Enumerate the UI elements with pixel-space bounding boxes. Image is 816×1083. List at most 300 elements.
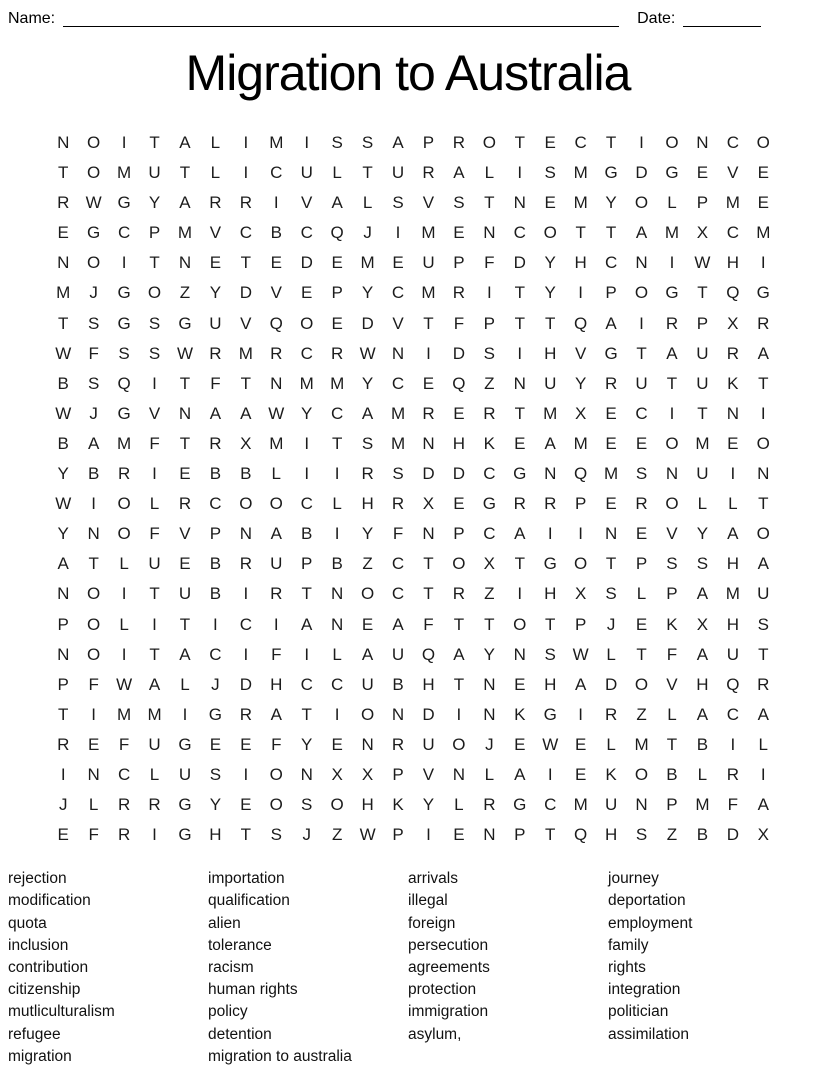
grid-cell: O <box>360 704 375 724</box>
grid-cell: E <box>179 464 191 484</box>
grid-cell: L <box>484 163 495 183</box>
grid-cell: C <box>300 674 313 694</box>
grid-cell: R <box>148 795 161 815</box>
word-list-item: foreign <box>408 914 456 932</box>
grid-cell: F <box>453 313 465 333</box>
grid-cell: O <box>147 283 162 303</box>
grid-cell: R <box>422 403 435 423</box>
grid-cell: G <box>604 343 618 363</box>
grid-cell: Y <box>57 464 69 484</box>
grid-cell: N <box>513 373 526 393</box>
grid-cell: O <box>634 764 649 784</box>
grid-cell: M <box>604 464 619 484</box>
grid-cell: T <box>636 343 647 363</box>
grid-cell: U <box>391 644 405 664</box>
grid-cell: E <box>361 614 374 634</box>
grid-row <box>48 369 779 399</box>
word-list-item: migration <box>8 1047 72 1065</box>
grid-cell: T <box>605 223 617 243</box>
grid-cell: R <box>513 494 526 514</box>
grid-cell: L <box>667 193 677 213</box>
grid-cell: U <box>757 584 770 604</box>
word-list-item: rights <box>608 959 646 977</box>
grid-cell: A <box>270 524 282 544</box>
grid-cell: I <box>517 584 523 604</box>
grid-cell: R <box>391 734 405 754</box>
grid-cell: G <box>87 223 101 243</box>
grid-cell: U <box>178 584 192 604</box>
grid-cell: R <box>270 343 283 363</box>
grid-cell: T <box>514 133 525 152</box>
grid-cell: I <box>639 133 644 152</box>
grid-cell: M <box>390 403 406 423</box>
grid-cell: W <box>694 253 711 273</box>
grid-cell: T <box>545 825 556 845</box>
word-search-grid <box>48 128 779 850</box>
grid-cell: X <box>696 614 709 634</box>
grid-cell: O <box>87 163 101 183</box>
grid-cell: O <box>300 313 314 333</box>
grid-cell: A <box>514 764 526 784</box>
grid-cell: L <box>362 193 373 213</box>
grid-cell: S <box>361 133 374 152</box>
grid-cell: I <box>243 163 249 183</box>
grid-cell: G <box>482 494 496 514</box>
grid-cell: D <box>726 825 739 845</box>
word-list-item: inclusion <box>8 936 69 954</box>
grid-cell: E <box>209 253 222 273</box>
grid-cell: E <box>422 373 435 393</box>
grid-cell: F <box>88 825 99 845</box>
grid-row <box>48 670 779 700</box>
grid-cell: N <box>391 704 405 724</box>
grid-cell: I <box>121 584 127 604</box>
grid-cell: D <box>452 343 466 363</box>
grid-cell: S <box>118 343 130 363</box>
grid-cell: T <box>697 403 708 423</box>
grid-cell: E <box>331 313 343 333</box>
grid-cell: I <box>182 704 188 724</box>
grid-cell: T <box>423 584 434 604</box>
grid-cell: U <box>300 163 313 183</box>
word-list-item: alien <box>208 914 241 932</box>
grid-cell: H <box>726 554 739 574</box>
grid-cell: B <box>87 464 100 484</box>
grid-cell: E <box>240 734 252 754</box>
grid-cell: I <box>517 343 523 363</box>
grid-cell: R <box>422 163 435 183</box>
grid-cell: Z <box>484 584 495 604</box>
grid-cell: O <box>665 133 679 152</box>
grid-cell: C <box>391 283 405 303</box>
grid-cell: I <box>213 614 218 634</box>
grid-cell: L <box>454 795 464 815</box>
grid-cell: D <box>452 464 466 484</box>
grid-cell: B <box>270 223 282 243</box>
grid-cell: I <box>456 704 462 724</box>
grid-cell: X <box>483 554 496 574</box>
grid-cell: O <box>87 253 101 273</box>
grid-row <box>48 640 779 670</box>
grid-cell: O <box>634 674 649 694</box>
grid-cell: G <box>178 313 192 333</box>
grid-cell: M <box>177 223 193 243</box>
grid-cell: Q <box>330 223 344 243</box>
grid-cell: A <box>148 674 161 694</box>
grid-cell: E <box>209 734 222 754</box>
grid-cell: C <box>726 704 739 724</box>
word-list-item: arrivals <box>408 870 458 888</box>
grid-cell: L <box>636 584 647 604</box>
grid-cell: P <box>453 524 465 544</box>
grid-cell: P <box>392 825 404 845</box>
grid-row <box>48 489 779 519</box>
grid-cell: A <box>757 704 769 724</box>
grid-cell: P <box>392 764 404 784</box>
grid-cell: S <box>392 464 404 484</box>
grid-cell: I <box>121 253 127 273</box>
grid-cell: G <box>756 283 770 303</box>
grid-cell: T <box>453 614 465 634</box>
grid-cell: E <box>544 193 556 213</box>
grid-cell: I <box>152 464 157 484</box>
grid-cell: K <box>392 795 404 815</box>
grid-cell: N <box>513 193 526 213</box>
grid-cell: H <box>544 343 557 363</box>
grid-cell: B <box>240 464 252 484</box>
grid-cell: K <box>666 614 678 634</box>
grid-cell: G <box>117 193 131 213</box>
grid-cell: R <box>483 795 496 815</box>
grid-cell: M <box>756 223 771 243</box>
grid-cell: R <box>57 734 70 754</box>
grid-cell: T <box>331 433 343 453</box>
grid-cell: E <box>57 825 69 845</box>
grid-cell: N <box>635 253 648 273</box>
grid-cell: A <box>574 674 587 694</box>
grid-cell: R <box>604 373 618 393</box>
grid-cell: D <box>604 674 618 694</box>
grid-row <box>48 820 779 850</box>
grid-cell: W <box>572 644 589 664</box>
grid-cell: M <box>117 433 132 453</box>
grid-cell: I <box>426 343 431 363</box>
grid-cell: R <box>209 433 222 453</box>
grid-cell: P <box>605 283 617 303</box>
word-list-item: deportation <box>608 892 686 910</box>
grid-cell: W <box>176 343 193 363</box>
grid-cell: R <box>178 494 192 514</box>
grid-row <box>48 248 779 278</box>
grid-cell: K <box>605 764 617 784</box>
grid-cell: N <box>331 584 344 604</box>
grid-cell: N <box>422 524 435 544</box>
grid-cell: P <box>574 494 587 514</box>
word-list-item: tolerance <box>208 936 272 954</box>
page-title: Migration to Australia <box>185 45 631 101</box>
grid-cell: T <box>362 163 373 183</box>
grid-cell: E <box>605 403 617 423</box>
grid-cell: E <box>544 133 556 152</box>
word-list-item: mutliculturalism <box>8 1003 115 1021</box>
grid-cell: O <box>756 524 770 544</box>
grid-cell: P <box>301 554 313 574</box>
grid-cell: M <box>299 373 314 393</box>
grid-cell: A <box>757 554 769 574</box>
grid-row <box>48 309 779 339</box>
grid-cell: D <box>300 253 313 273</box>
grid-cell: Y <box>544 253 556 273</box>
grid-cell: Y <box>361 373 374 393</box>
grid-cell: C <box>391 554 405 574</box>
grid-cell: I <box>304 644 310 664</box>
grid-cell: M <box>390 433 406 453</box>
grid-cell: A <box>179 644 191 664</box>
grid-cell: O <box>452 734 466 754</box>
grid-cell: L <box>88 795 99 815</box>
grid-row <box>48 218 779 248</box>
grid-cell: T <box>758 373 769 393</box>
grid-cell: T <box>666 373 678 393</box>
word-list-item: family <box>608 936 649 954</box>
grid-cell: R <box>757 313 770 333</box>
grid-cell: E <box>240 795 252 815</box>
grid-cell: Y <box>57 524 69 544</box>
grid-cell: X <box>331 764 343 784</box>
grid-cell: N <box>57 253 70 273</box>
grid-cell: G <box>117 313 131 333</box>
grid-cell: L <box>210 133 221 152</box>
grid-cell: E <box>453 494 465 514</box>
grid-cell: T <box>149 644 160 664</box>
grid-cell: T <box>453 674 465 694</box>
grid-cell: L <box>149 764 160 784</box>
grid-cell: S <box>87 373 100 393</box>
grid-row <box>48 519 779 549</box>
grid-cell: Q <box>452 373 466 393</box>
grid-cell: B <box>209 464 222 484</box>
word-list-item: rejection <box>8 870 67 888</box>
grid-cell: C <box>239 223 252 243</box>
grid-cell: F <box>271 644 282 664</box>
grid-cell: U <box>391 163 405 183</box>
grid-cell: H <box>361 494 374 514</box>
grid-cell: N <box>483 223 496 243</box>
grid-cell: N <box>178 403 192 423</box>
grid-cell: I <box>669 403 675 423</box>
grid-cell: I <box>243 133 249 152</box>
grid-cell: N <box>361 734 374 754</box>
grid-cell: A <box>757 343 769 363</box>
grid-cell: T <box>636 644 647 664</box>
grid-cell: M <box>573 433 588 453</box>
grid-cell: I <box>243 764 249 784</box>
grid-cell: X <box>574 403 587 423</box>
grid-cell: X <box>240 433 252 453</box>
grid-cell: L <box>210 163 221 183</box>
grid-cell: D <box>422 464 435 484</box>
grid-cell: L <box>758 734 769 754</box>
grid-cell: A <box>361 644 374 664</box>
grid-cell: M <box>330 373 345 393</box>
grid-cell: Z <box>179 283 191 303</box>
grid-cell: C <box>300 343 313 363</box>
grid-cell: T <box>423 554 434 574</box>
grid-cell: P <box>696 313 709 333</box>
grid-cell: F <box>149 524 160 544</box>
grid-cell: E <box>331 253 343 273</box>
grid-cell: I <box>517 163 523 183</box>
grid-cell: T <box>545 313 556 333</box>
grid-cell: W <box>359 825 376 845</box>
grid-cell: R <box>452 584 466 604</box>
grid-cell: O <box>87 614 101 634</box>
grid-cell: U <box>148 163 161 183</box>
grid-cell: T <box>697 283 708 303</box>
grid-cell: K <box>483 433 496 453</box>
grid-cell: A <box>605 313 617 333</box>
grid-cell: D <box>239 674 252 694</box>
grid-cell: I <box>152 373 157 393</box>
grid-cell: I <box>578 524 584 544</box>
grid-cell: A <box>270 704 282 724</box>
grid-cell: A <box>666 343 678 363</box>
grid-cell: B <box>331 554 343 574</box>
grid-cell: I <box>547 764 553 784</box>
grid-cell: C <box>483 464 496 484</box>
word-list-item: employment <box>608 914 693 932</box>
grid-cell: Y <box>361 524 374 544</box>
grid-cell: O <box>574 554 588 574</box>
grid-cell: T <box>484 193 495 213</box>
grid-cell: D <box>361 313 374 333</box>
grid-cell: E <box>514 674 526 694</box>
grid-cell: E <box>392 253 404 273</box>
grid-cell: D <box>422 704 435 724</box>
grid-cell: E <box>270 253 282 273</box>
grid-cell: M <box>421 223 436 243</box>
grid-cell: C <box>483 524 496 544</box>
grid-row <box>48 790 779 820</box>
grid-cell: A <box>544 433 556 453</box>
grid-cell: F <box>727 795 739 815</box>
grid-cell: V <box>666 674 678 694</box>
grid-cell: T <box>423 313 434 333</box>
grid-cell: N <box>757 464 770 484</box>
grid-cell: A <box>635 223 648 243</box>
grid-cell: C <box>391 373 405 393</box>
grid-cell: G <box>604 163 618 183</box>
grid-cell: R <box>544 494 557 514</box>
grid-row <box>48 128 779 158</box>
grid-cell: R <box>391 494 405 514</box>
grid-cell: H <box>544 584 557 604</box>
word-list-item: qualification <box>208 892 290 910</box>
word-list-item: human rights <box>208 981 298 999</box>
grid-cell: Q <box>269 313 283 333</box>
grid-cell: O <box>330 795 344 815</box>
grid-cell: C <box>544 795 557 815</box>
grid-cell: A <box>179 133 191 152</box>
grid-cell: R <box>117 795 131 815</box>
grid-cell: M <box>573 795 588 815</box>
grid-cell: F <box>149 433 160 453</box>
grid-cell: W <box>542 734 559 754</box>
grid-cell: R <box>726 764 739 784</box>
grid-cell: P <box>574 614 587 634</box>
word-list-item: modification <box>8 892 91 910</box>
grid-cell: V <box>148 403 161 423</box>
grid-cell: L <box>606 644 616 664</box>
grid-cell: S <box>453 193 465 213</box>
grid-cell: H <box>726 253 739 273</box>
grid-cell: F <box>666 644 678 664</box>
grid-cell: O <box>87 584 101 604</box>
grid-cell: A <box>87 433 100 453</box>
word-list-column <box>408 868 608 1068</box>
grid-cell: L <box>180 674 190 694</box>
word-list-item: asylum, <box>408 1025 462 1043</box>
grid-cell: O <box>665 494 679 514</box>
grid-cell: I <box>121 644 127 664</box>
grid-cell: G <box>543 704 557 724</box>
grid-cell: F <box>484 253 495 273</box>
grid-cell: I <box>760 403 766 423</box>
grid-cell: N <box>483 674 496 694</box>
grid-cell: H <box>209 825 222 845</box>
grid-cell: A <box>57 554 69 574</box>
grid-cell: D <box>635 163 648 183</box>
grid-cell: V <box>574 343 587 363</box>
grid-cell: G <box>513 795 527 815</box>
grid-cell: S <box>635 825 648 845</box>
name-blank-line <box>63 7 619 27</box>
grid-cell: T <box>179 373 191 393</box>
grid-row <box>48 760 779 790</box>
grid-cell: C <box>604 253 618 273</box>
grid-cell: J <box>211 674 220 694</box>
word-list-item: migration to australia <box>208 1047 352 1065</box>
grid-cell: R <box>452 133 466 152</box>
grid-cell: M <box>269 433 284 453</box>
grid-cell: N <box>604 524 618 544</box>
grid-cell: S <box>544 644 556 664</box>
grid-cell: T <box>301 584 312 604</box>
grid-cell: Q <box>726 674 740 694</box>
grid-cell: Z <box>362 554 373 574</box>
grid-cell: U <box>361 674 374 694</box>
grid-cell: S <box>87 313 100 333</box>
grid-cell: M <box>664 223 680 243</box>
grid-cell: M <box>573 163 588 183</box>
grid-cell: A <box>301 614 313 634</box>
grid-cell: I <box>547 524 553 544</box>
grid-cell: X <box>727 313 739 333</box>
grid-cell: P <box>666 795 678 815</box>
grid-cell: J <box>89 403 98 423</box>
grid-cell: R <box>604 704 618 724</box>
grid-cell: D <box>239 283 252 303</box>
grid-cell: N <box>483 825 496 845</box>
grid-cell: I <box>426 825 431 845</box>
grid-cell: P <box>696 193 709 213</box>
grid-cell: G <box>665 163 679 183</box>
grid-cell: R <box>209 343 222 363</box>
grid-cell: L <box>728 494 738 514</box>
grid-cell: Y <box>148 193 161 213</box>
word-list-item: contribution <box>8 959 89 977</box>
grid-cell: S <box>635 464 648 484</box>
